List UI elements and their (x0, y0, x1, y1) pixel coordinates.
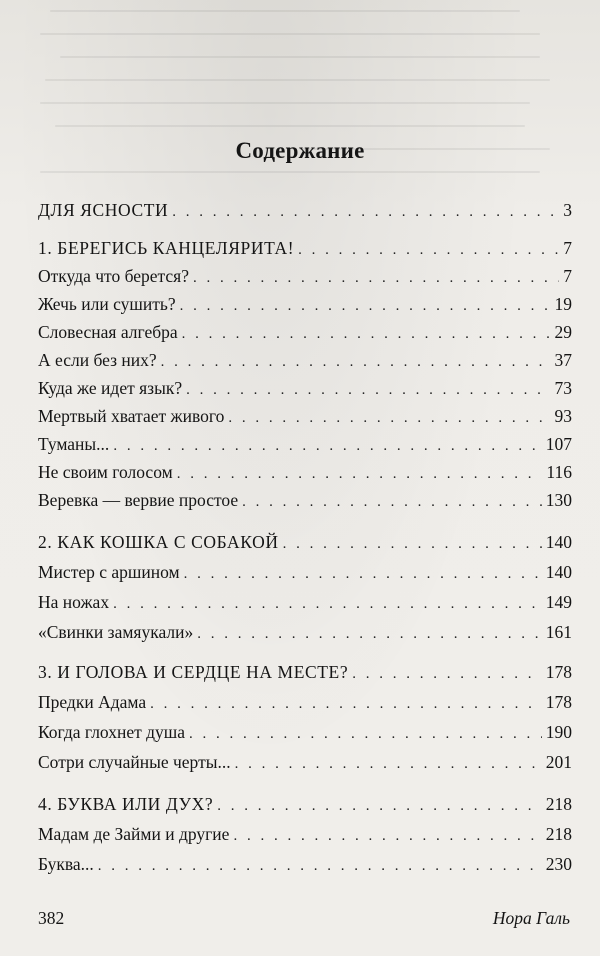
toc-entry-page: 161 (545, 622, 572, 642)
dot-leader (184, 566, 542, 583)
toc-entry-label: Мертвый хватает живого (38, 406, 225, 426)
toc-entry-page: 73 (554, 378, 572, 398)
toc-entry[interactable] (38, 794, 572, 820)
toc-entry-page: 201 (545, 752, 572, 772)
toc-entry-page: 93 (554, 406, 572, 426)
toc-entry-page: 3 (563, 200, 572, 220)
toc-entry-label: Мадам де Займи и другие (38, 824, 230, 844)
dot-leader (242, 494, 542, 511)
toc-entry-page: 37 (554, 350, 572, 370)
toc-entry-page: 116 (546, 462, 572, 482)
toc-entry[interactable] (38, 692, 572, 718)
toc-entry[interactable] (38, 562, 572, 588)
toc-entry[interactable] (38, 752, 572, 778)
dot-leader (298, 242, 559, 259)
toc-entry-label: Словесная алгебра (38, 322, 178, 342)
toc-entry[interactable] (38, 592, 572, 618)
dot-leader (186, 382, 550, 399)
dot-leader (150, 696, 542, 713)
dot-leader (98, 858, 542, 875)
dot-leader (197, 626, 542, 643)
toc-entry[interactable] (38, 462, 572, 488)
toc-entry-label: Предки Адама (38, 692, 147, 712)
toc-entry-label: Не своим голосом (38, 462, 173, 482)
toc-entry-page: 230 (545, 854, 572, 874)
dot-leader (161, 354, 551, 371)
toc-entry-label: Сотри случайные черты... (38, 752, 231, 772)
dot-leader (233, 828, 541, 845)
toc-entry-label: «Свинки замяукали» (38, 622, 194, 642)
dot-leader (172, 204, 559, 221)
dot-leader (352, 666, 542, 683)
toc-entry[interactable] (38, 322, 572, 348)
toc-entry-page: 140 (545, 562, 572, 582)
toc-entry-page: 7 (563, 266, 572, 286)
toc-entry-label: Веревка — вервие простое (38, 490, 239, 510)
toc-entry[interactable] (38, 622, 572, 648)
dot-leader (217, 798, 542, 815)
toc-entry[interactable] (38, 662, 572, 688)
toc-entry-page: 19 (554, 294, 572, 314)
toc-entry-label: 1. БЕРЕГИСЬ КАНЦЕЛЯРИТА! (38, 238, 295, 258)
toc-entry-label: 4. БУКВА ИЛИ ДУХ? (38, 794, 214, 814)
toc-entry-page: 130 (545, 490, 572, 510)
toc-entry[interactable] (38, 200, 572, 226)
toc-entry-page: 107 (545, 434, 572, 454)
toc-entry[interactable] (38, 532, 572, 558)
toc-entry-page: 178 (545, 692, 572, 712)
toc-entry-label: Туманы... (38, 434, 110, 454)
dot-leader (177, 466, 543, 483)
toc-entry-label: Жечь или сушить? (38, 294, 176, 314)
toc-entry[interactable] (38, 824, 572, 850)
toc-entry-page: 178 (545, 662, 572, 682)
toc-entry-page: 140 (545, 532, 572, 552)
toc-entry-label: Когда глохнет душа (38, 722, 186, 742)
dot-leader (113, 438, 541, 455)
toc-entry-page: 7 (563, 238, 572, 258)
toc-entry-label: А если без них? (38, 350, 157, 370)
toc-entry[interactable] (38, 294, 572, 320)
toc-entry-label: Откуда что берется? (38, 266, 189, 286)
toc-entry-page: 218 (545, 824, 572, 844)
toc-entry-label: Буква... (38, 854, 94, 874)
toc-entry-page: 218 (545, 794, 572, 814)
toc-entry-page: 149 (545, 592, 572, 612)
toc-entry[interactable] (38, 378, 572, 404)
running-author: Нора Галь (492, 908, 570, 928)
toc-entry-page: 190 (545, 722, 572, 742)
page-number: 382 (38, 908, 65, 928)
toc-entry-page: 29 (554, 322, 572, 342)
toc-entry-label: 2. КАК КОШКА С СОБАКОЙ (38, 532, 279, 552)
toc-entry[interactable] (38, 434, 572, 460)
toc-entry-label: Куда же идет язык? (38, 378, 183, 398)
toc-entry-label: На ножах (38, 592, 110, 612)
toc-entry-label: ДЛЯ ЯСНОСТИ (38, 200, 169, 220)
toc-entry[interactable] (38, 490, 572, 516)
toc-entry[interactable] (38, 266, 572, 292)
show-through-text (40, 0, 600, 200)
dot-leader (113, 596, 542, 613)
toc-entry[interactable] (38, 238, 572, 264)
dot-leader (283, 536, 542, 553)
toc-title: Содержание (235, 138, 365, 163)
dot-leader (193, 270, 559, 287)
toc-entry-label: 3. И ГОЛОВА И СЕРДЦЕ НА МЕСТЕ? (38, 662, 349, 682)
toc-entry[interactable] (38, 854, 572, 880)
dot-leader (182, 326, 551, 343)
toc-entry[interactable] (38, 406, 572, 432)
toc-entry[interactable] (38, 722, 572, 748)
dot-leader (228, 410, 550, 427)
dot-leader (189, 726, 542, 743)
toc-entry-label: Мистер с аршином (38, 562, 180, 582)
dot-leader (235, 756, 542, 773)
toc-entry[interactable] (38, 350, 572, 376)
dot-leader (180, 298, 551, 315)
